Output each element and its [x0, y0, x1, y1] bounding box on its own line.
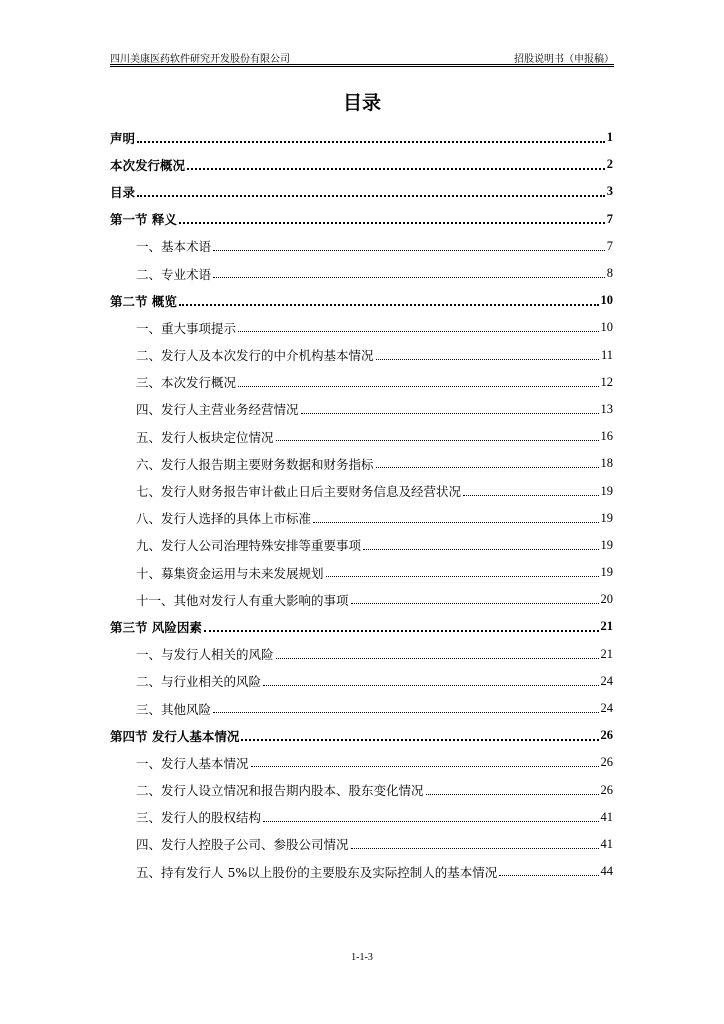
toc-entry-label: 五、持有发行人 5%以上股份的主要股东及实际控制人的基本情况: [136, 864, 498, 880]
toc-entry-page: 20: [600, 592, 613, 607]
toc-entry-label: 三、本次发行概况: [136, 375, 237, 391]
toc-entry-page: 19: [600, 565, 613, 580]
toc-entry-page: 11: [600, 347, 613, 362]
toc-dot-leader: [376, 455, 599, 468]
toc-dot-leader: [187, 156, 605, 170]
toc-entry-page: 3: [606, 184, 613, 199]
toc-subsection-entry[interactable]: [110, 695, 613, 722]
toc-dot-leader: [137, 129, 605, 143]
toc-entry-label: 七、发行人财务报告审计截止日后主要财务信息及经营状况: [136, 484, 462, 500]
toc-section-entry[interactable]: [110, 287, 613, 314]
toc-entry-page: 26: [600, 728, 613, 743]
toc-dot-leader: [499, 863, 598, 876]
toc-dot-leader: [213, 238, 605, 251]
toc-entry-label: 五、发行人板块定位情况: [136, 429, 274, 445]
toc-entry-label: 一、与发行人相关的风险: [136, 647, 274, 663]
toc-dot-leader: [301, 401, 599, 414]
toc-entry-label: 一、重大事项提示: [136, 320, 237, 336]
toc-dot-leader: [179, 210, 605, 224]
header-doc-type: 招股说明书（申报稿）: [514, 54, 614, 65]
toc-subsection-entry[interactable]: [110, 396, 613, 423]
toc-entry-page: 26: [600, 755, 613, 770]
toc-entry-page: 24: [600, 701, 613, 716]
page-title: 目录: [342, 92, 381, 114]
toc-subsection-entry[interactable]: [110, 233, 613, 260]
toc-subsection-entry[interactable]: [110, 450, 613, 477]
toc-entry-label: 十、募集资金运用与未来发展规划: [136, 565, 324, 581]
toc-dot-leader: [463, 483, 598, 496]
toc-entry-label: 二、专业术语: [136, 266, 212, 282]
header-divider-secondary: [110, 66, 614, 67]
toc-subsection-entry[interactable]: [110, 559, 613, 586]
toc-entry-label: 一、基本术语: [136, 239, 212, 255]
toc-subsection-entry[interactable]: [110, 641, 613, 668]
toc-section-entry[interactable]: [110, 206, 613, 233]
toc-entry-label: 二、发行人及本次发行的中介机构基本情况: [136, 348, 374, 364]
toc-dot-leader: [326, 564, 599, 577]
header-company: 四川美康医药软件研究开发股份有限公司: [110, 54, 290, 65]
toc-entry-page: 7: [606, 238, 613, 253]
toc-dot-leader: [363, 537, 598, 550]
toc-subsection-entry[interactable]: [110, 532, 613, 559]
toc-dot-leader: [263, 809, 598, 822]
toc-subsection-entry[interactable]: [110, 423, 613, 450]
page-header: [110, 50, 614, 65]
toc-subsection-entry[interactable]: [110, 804, 613, 831]
toc-section-entry[interactable]: [110, 151, 613, 178]
toc-entry-page: 26: [600, 782, 613, 797]
toc-subsection-entry[interactable]: [110, 260, 613, 287]
toc-subsection-entry[interactable]: [110, 749, 613, 776]
page-footer-number: 1-1-3: [351, 952, 373, 963]
toc-entry-page: 21: [600, 646, 613, 661]
toc-entry-label: 声明: [110, 130, 136, 146]
toc-dot-leader: [313, 510, 598, 523]
toc-section-entry[interactable]: [110, 124, 613, 151]
toc-dot-leader: [213, 700, 598, 713]
toc-entry-page: 18: [600, 456, 613, 471]
toc-entry-page: 24: [600, 673, 613, 688]
toc-entry-page: 1: [606, 130, 613, 145]
toc-subsection-entry[interactable]: [110, 369, 613, 396]
toc-entry-page: 19: [600, 483, 613, 498]
toc-entry-page: 8: [606, 266, 613, 281]
toc-entry-label: 第一节 释义: [110, 212, 177, 228]
toc-dot-leader: [251, 754, 599, 767]
toc-dot-leader: [213, 265, 605, 278]
header-divider: [110, 64, 614, 65]
toc-entry-label: 六、发行人报告期主要财务数据和财务指标: [136, 456, 374, 472]
toc-dot-leader: [351, 836, 599, 849]
toc-entry-page: 13: [600, 401, 613, 416]
toc-dot-leader: [241, 727, 598, 741]
toc-entry-label: 四、发行人控股子公司、参股公司情况: [136, 837, 349, 853]
toc-section-entry[interactable]: [110, 722, 613, 749]
toc-entry-label: 一、发行人基本情况: [136, 755, 249, 771]
toc-dot-leader: [426, 782, 599, 795]
toc-entry-page: 2: [606, 157, 613, 172]
toc-dot-leader: [137, 183, 605, 197]
toc-entry-label: 第二节 概览: [110, 293, 177, 309]
toc-entry-label: 第三节 风险因素: [110, 619, 202, 635]
toc-entry-label: 三、其他风险: [136, 701, 212, 717]
toc-dot-leader: [204, 618, 599, 632]
table-of-contents: [110, 124, 613, 885]
toc-dot-leader: [276, 428, 599, 441]
toc-dot-leader: [179, 292, 599, 306]
toc-entry-page: 41: [600, 836, 613, 851]
toc-entry-label: 十一、其他对发行人有重大影响的事项: [136, 592, 349, 608]
toc-dot-leader: [351, 591, 599, 604]
toc-entry-label: 目录: [110, 184, 136, 200]
toc-subsection-entry[interactable]: [110, 586, 613, 613]
toc-dot-leader: [263, 673, 598, 686]
toc-dot-leader: [276, 646, 599, 659]
toc-entry-label: 二、与行业相关的风险: [136, 674, 262, 690]
toc-entry-page: 19: [600, 537, 613, 552]
toc-entry-page: 12: [600, 374, 613, 389]
toc-subsection-entry[interactable]: [110, 668, 613, 695]
toc-subsection-entry[interactable]: [110, 777, 613, 804]
toc-subsection-entry[interactable]: [110, 831, 613, 858]
toc-subsection-entry[interactable]: [110, 505, 613, 532]
toc-entry-page: 41: [600, 809, 613, 824]
toc-subsection-entry[interactable]: [110, 858, 613, 885]
toc-dot-leader: [238, 319, 598, 332]
toc-dot-leader: [238, 374, 598, 387]
toc-entry-page: 44: [600, 864, 613, 879]
toc-section-entry[interactable]: [110, 178, 613, 205]
toc-subsection-entry[interactable]: [110, 477, 613, 504]
toc-entry-label: 四、发行人主营业务经营情况: [136, 402, 299, 418]
toc-entry-label: 八、发行人选择的具体上市标准: [136, 511, 312, 527]
toc-entry-page: 7: [606, 211, 613, 226]
toc-dot-leader: [376, 347, 599, 360]
toc-entry-label: 二、发行人设立情况和报告期内股本、股东变化情况: [136, 783, 424, 799]
toc-entry-page: 10: [600, 320, 613, 335]
toc-entry-label: 三、发行人的股权结构: [136, 810, 262, 826]
toc-section-entry[interactable]: [110, 613, 613, 640]
toc-entry-page: 16: [600, 429, 613, 444]
toc-entry-page: 21: [600, 619, 613, 634]
toc-subsection-entry[interactable]: [110, 314, 613, 341]
toc-entry-label: 九、发行人公司治理特殊安排等重要事项: [136, 538, 362, 554]
toc-entry-label: 本次发行概况: [110, 157, 186, 173]
toc-entry-page: 19: [600, 510, 613, 525]
toc-subsection-entry[interactable]: [110, 342, 613, 369]
toc-entry-label: 第四节 发行人基本情况: [110, 728, 240, 744]
toc-entry-page: 10: [600, 293, 613, 308]
